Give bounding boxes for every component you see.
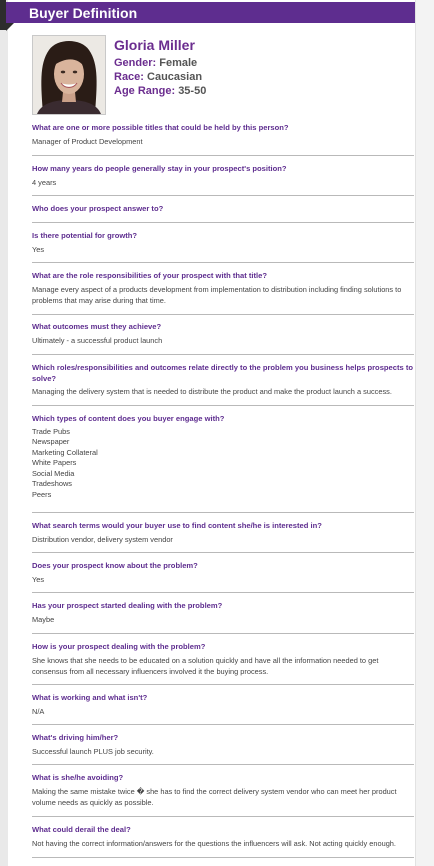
divider xyxy=(32,857,414,858)
qa-item xyxy=(32,825,414,849)
question: What search terms would your buyer use to find content she/he is interested in? xyxy=(32,521,322,530)
divider xyxy=(32,354,414,355)
question: How many years do people generally stay in your prospect's position? xyxy=(32,164,287,173)
divider xyxy=(32,724,414,725)
question: Which types of content does you buyer engage with? xyxy=(32,414,225,423)
header-notch xyxy=(6,23,14,31)
question: Is there potential for growth? xyxy=(32,231,138,240)
list-item: Trade Pubs xyxy=(32,426,70,436)
qa-item xyxy=(32,363,414,397)
divider xyxy=(32,155,414,156)
qa-item xyxy=(32,123,414,147)
answer: She knows that she needs to be educated on a solution quickly and have all the information needed to get consensus from all necessary influencers involved it the buying process. xyxy=(32,655,379,676)
qa-item xyxy=(32,414,414,501)
answer: Distribution vendor, delivery system vendor xyxy=(32,534,173,544)
qa-item xyxy=(32,164,414,188)
qa-item xyxy=(32,601,414,625)
list-item: Tradeshows xyxy=(32,479,72,489)
qa-item xyxy=(32,773,414,808)
age-label: Age Range: xyxy=(114,85,176,97)
race-value: Caucasian xyxy=(147,71,203,83)
question: What could derail the deal? xyxy=(32,825,131,834)
question: Has your prospect started dealing with the problem? xyxy=(32,601,223,610)
qa-item xyxy=(32,521,414,545)
list-item: Peers xyxy=(32,490,52,500)
list-item: White Papers xyxy=(32,458,77,468)
divider xyxy=(32,405,414,406)
divider xyxy=(32,512,414,513)
section-header xyxy=(6,2,415,23)
question: What are the role responsibilities of your prospect with that title? xyxy=(32,271,268,280)
answer: Maybe xyxy=(32,614,55,624)
avatar-photo xyxy=(33,36,105,114)
question: Which roles/responsibilities and outcomes relate directly to the problem you business helps prospects to solve? xyxy=(32,363,414,383)
section-title: Buyer Definition xyxy=(29,5,138,21)
question: What is she/he avoiding? xyxy=(32,773,124,782)
answer: Manage every aspect of a products development from implementation to distribution including finding solutions to problems that may arise during that time. xyxy=(32,284,402,305)
list-item: Newspaper xyxy=(32,437,70,447)
divider xyxy=(32,222,414,223)
race-row xyxy=(114,70,202,84)
divider xyxy=(32,764,414,765)
qa-item xyxy=(32,322,414,346)
question: Who does your prospect answer to? xyxy=(32,204,164,213)
gender-value: Female xyxy=(159,57,198,69)
question: Does your prospect know about the problem? xyxy=(32,561,198,570)
question: What are one or more possible titles that could be held by this person? xyxy=(32,123,289,132)
answer: Ultimately - a successful product launch xyxy=(32,335,163,345)
content-types-list xyxy=(32,427,414,501)
answer: Making the same mistake twice � she has to find the correct delivery system vendor who can meet her product volume needs as quickly as possible. xyxy=(32,786,397,807)
age-value: 35-50 xyxy=(178,85,207,97)
qa-item xyxy=(32,231,414,255)
divider xyxy=(32,262,414,263)
answer: Yes xyxy=(32,244,45,254)
divider xyxy=(32,195,414,196)
qa-item xyxy=(32,733,414,757)
gender-label: Gender: xyxy=(114,57,157,69)
race-label: Race: xyxy=(114,71,144,83)
answer: Managing the delivery system that is needed to distribute the product and make the product launch a success. xyxy=(32,387,392,396)
age-row xyxy=(114,84,206,98)
list-item: Marketing Collateral xyxy=(32,447,98,457)
list-item: Social Media xyxy=(32,468,75,478)
answer: Successful launch PLUS job security. xyxy=(32,746,154,756)
answer: 4 years xyxy=(32,177,57,187)
qa-item xyxy=(32,204,414,215)
divider xyxy=(32,552,414,553)
divider xyxy=(32,592,414,593)
divider xyxy=(32,314,414,315)
divider xyxy=(32,633,414,634)
answer: Not having the correct information/answers for the questions the influencers will ask. Not acting quickly enough. xyxy=(32,838,396,848)
answer: Yes xyxy=(32,574,45,584)
question: What outcomes must they achieve? xyxy=(32,322,162,331)
answer: N/A xyxy=(32,706,45,716)
divider xyxy=(32,816,414,817)
question: What's driving him/her? xyxy=(32,733,119,742)
avatar xyxy=(32,35,106,115)
buyer-name: Gloria Miller xyxy=(114,37,195,53)
qa-item xyxy=(32,561,414,585)
right-frame xyxy=(415,0,434,866)
divider xyxy=(32,684,414,685)
qa-item xyxy=(32,642,414,677)
question: What is working and what isn't? xyxy=(32,693,148,702)
question: How is your prospect dealing with the problem? xyxy=(32,642,206,651)
left-frame xyxy=(0,0,8,866)
gender-row xyxy=(114,56,197,70)
answer: Manager of Product Development xyxy=(32,136,143,146)
qa-item xyxy=(32,271,414,306)
qa-item xyxy=(32,693,414,717)
